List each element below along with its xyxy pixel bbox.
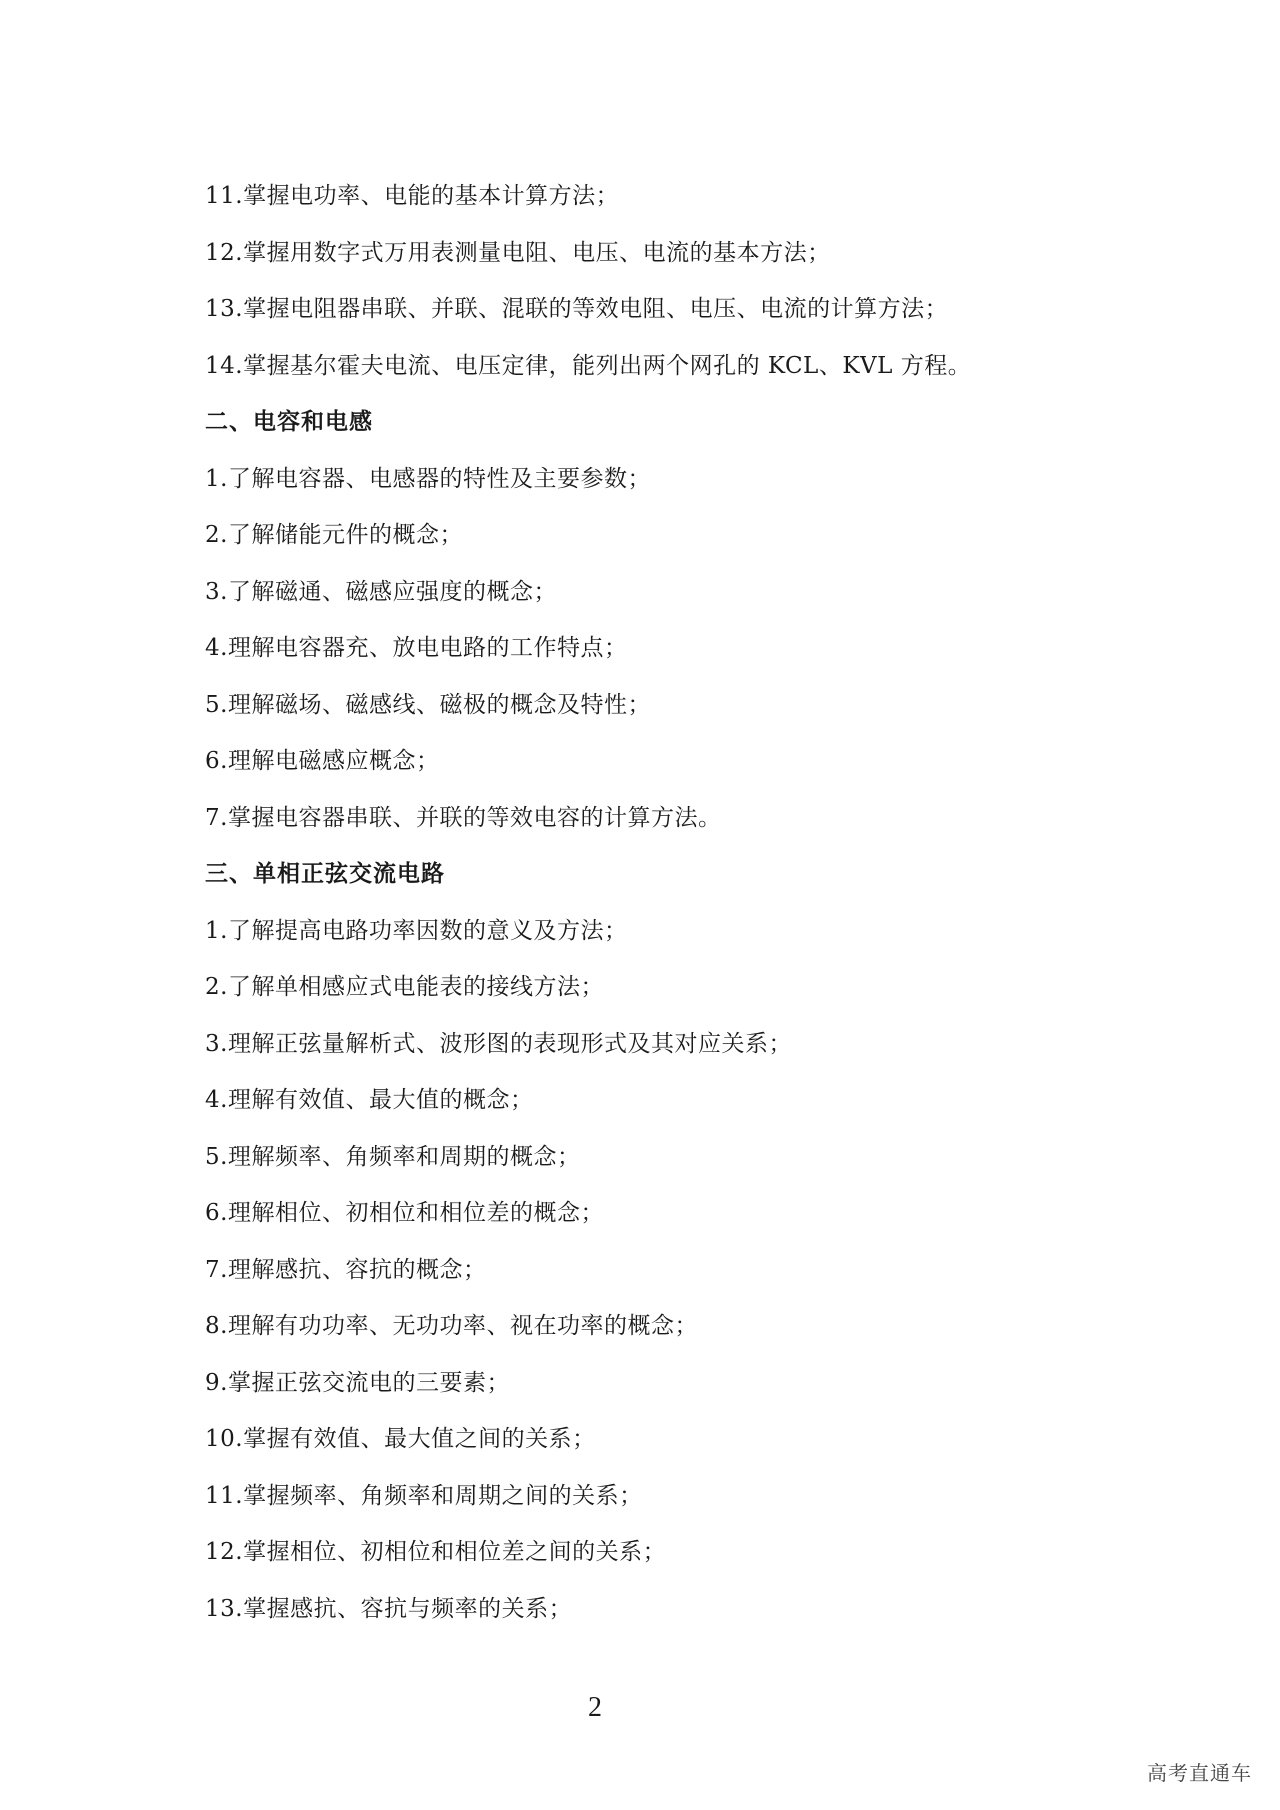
section-heading: 二、电容和电感 <box>205 409 373 435</box>
list-item: 13.掌握电阻器串联、并联、混联的等效电阻、电压、电流的计算方法； <box>205 296 949 322</box>
page-number: 2 <box>588 1692 602 1723</box>
document-body <box>205 168 1105 1637</box>
list-item: 14.掌握基尔霍夫电流、电压定律，能列出两个网孔的 KCL、KVL 方程。 <box>205 352 972 379</box>
list-item: 5.理解频率、角频率和周期的概念； <box>205 1143 581 1170</box>
list-item: 9.掌握正弦交流电的三要素； <box>205 1369 510 1396</box>
list-item: 3.了解磁通、磁感应强度的概念； <box>205 578 557 605</box>
list-item: 7.掌握电容器串联、并联的等效电容的计算方法。 <box>205 804 722 831</box>
list-item: 12.掌握相位、初相位和相位差之间的关系； <box>205 1539 667 1565</box>
list-item: 10.掌握有效值、最大值之间的关系； <box>205 1426 596 1452</box>
list-item: 1.了解电容器、电感器的特性及主要参数； <box>205 465 651 492</box>
list-item: 3.理解正弦量解析式、波形图的表现形式及其对应关系； <box>205 1030 792 1057</box>
section-heading: 三、单相正弦交流电路 <box>205 861 445 887</box>
list-item: 2.了解单相感应式电能表的接线方法； <box>205 974 604 1000</box>
list-item: 5.理解磁场、磁感线、磁极的概念及特性； <box>205 691 651 718</box>
list-item: 2.了解储能元件的概念； <box>205 522 463 548</box>
list-item: 11.掌握电功率、电能的基本计算方法； <box>205 183 620 209</box>
list-item: 12.掌握用数字式万用表测量电阻、电压、电流的基本方法； <box>205 239 831 266</box>
list-item: 4.理解有效值、最大值的概念； <box>205 1087 534 1113</box>
list-item: 1.了解提高电路功率因数的意义及方法； <box>205 917 628 944</box>
list-item: 11.掌握频率、角频率和周期之间的关系； <box>205 1482 643 1509</box>
list-item: 8.理解有功功率、无功功率、视在功率的概念； <box>205 1313 698 1339</box>
list-item: 13.掌握感抗、容抗与频率的关系； <box>205 1595 573 1622</box>
watermark-text: 高考直通车 <box>1147 1761 1252 1785</box>
list-item: 6.理解电磁感应概念； <box>205 748 440 774</box>
list-item: 6.理解相位、初相位和相位差的概念； <box>205 1200 604 1226</box>
list-item: 4.理解电容器充、放电电路的工作特点； <box>205 635 628 661</box>
list-item: 7.理解感抗、容抗的概念； <box>205 1256 487 1283</box>
